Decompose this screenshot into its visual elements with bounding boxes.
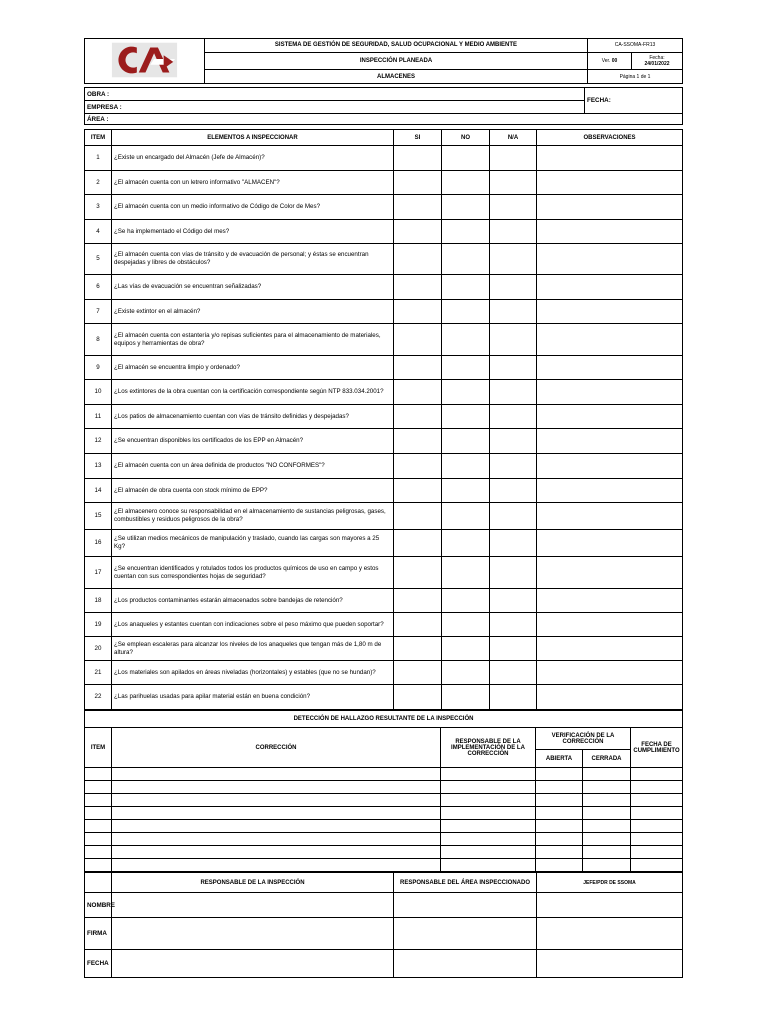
info-table — [84, 87, 683, 125]
finding-open-cell[interactable] — [536, 846, 583, 859]
item-number: 8 — [85, 324, 112, 356]
page-number: Página 1 de 1 — [588, 70, 683, 84]
system-title: SISTEMA DE GESTIÓN DE SEGURIDAD, SALUD OCUPACIONAL Y MEDIO AMBIENTE — [205, 39, 588, 53]
company-logo — [85, 39, 205, 84]
finding-date-cell[interactable] — [631, 768, 683, 781]
answer-no-cell[interactable] — [442, 405, 490, 429]
finding-closed-cell[interactable] — [583, 781, 631, 794]
observation-cell[interactable] — [537, 685, 683, 710]
form-subtitle: ALMACENES — [205, 70, 588, 84]
answer-na-cell[interactable] — [490, 589, 537, 613]
item-number: 20 — [85, 637, 112, 661]
checklist-row — [85, 429, 683, 454]
checklist-row — [85, 530, 683, 557]
answer-si-cell[interactable] — [394, 589, 442, 613]
answer-no-cell[interactable] — [442, 613, 490, 637]
empresa-field[interactable]: EMPRESA : — [85, 101, 585, 114]
checklist-row — [85, 503, 683, 530]
answer-na-cell[interactable] — [490, 429, 537, 454]
item-question: ¿El almacén cuenta con estantería y/o repisas suficientes para el almacenamiento de materiales, equipos y herramientas de obra? — [112, 324, 394, 356]
answer-na-cell[interactable] — [490, 637, 537, 661]
checklist-row — [85, 146, 683, 171]
item-question: ¿Se encuentran disponibles los certificados de los EPP en Almacén? — [112, 429, 394, 454]
item-question: ¿El almacén cuenta con un medio informativo de Código de Color de Mes? — [112, 195, 394, 220]
answer-no-cell[interactable] — [442, 530, 490, 557]
finding-correction-cell[interactable] — [112, 833, 441, 846]
version-label: Ver. — [601, 57, 611, 64]
sig-name-area[interactable] — [394, 893, 537, 918]
answer-si-cell[interactable] — [394, 454, 442, 479]
finding-responsible-cell[interactable] — [441, 807, 536, 820]
item-number: 7 — [85, 300, 112, 324]
checklist-row — [85, 405, 683, 429]
item-number: 3 — [85, 195, 112, 220]
checklist-row — [85, 324, 683, 356]
finding-row — [85, 781, 683, 794]
item-question: ¿El almacén cuenta con vías de tránsito y de evacuación de personal; y éstas se encuentran despejadas y libres de obstáculos? — [112, 244, 394, 275]
finding-item-cell[interactable] — [85, 781, 112, 794]
item-number: 22 — [85, 685, 112, 710]
item-question: ¿Se encuentran identificados y rotulados todos los productos químicos de uso en campo y estos cuentan con sus correspondientes hojas de seguridad? — [112, 557, 394, 589]
item-number: 10 — [85, 380, 112, 405]
answer-si-cell[interactable] — [394, 380, 442, 405]
answer-na-cell[interactable] — [490, 146, 537, 171]
item-number: 15 — [85, 503, 112, 530]
finding-date-cell[interactable] — [631, 781, 683, 794]
sig-name-label: NOMBRE — [85, 893, 112, 918]
answer-na-cell[interactable] — [490, 661, 537, 685]
checklist-row — [85, 220, 683, 244]
date-value: 24/01/2022 — [644, 60, 670, 67]
version — [588, 52, 632, 69]
answer-si-cell[interactable] — [394, 356, 442, 380]
company-logo-icon — [87, 41, 202, 79]
observation-cell[interactable] — [537, 244, 683, 275]
answer-si-cell[interactable] — [394, 661, 442, 685]
answer-na-cell[interactable] — [490, 405, 537, 429]
finding-row — [85, 846, 683, 859]
observation-cell[interactable] — [537, 637, 683, 661]
answer-si-cell[interactable] — [394, 557, 442, 589]
answer-no-cell[interactable] — [442, 454, 490, 479]
finding-open-cell[interactable] — [536, 807, 583, 820]
finding-correction-cell[interactable] — [112, 820, 441, 833]
finding-correction-cell[interactable] — [112, 859, 441, 872]
version-value: 00 — [611, 57, 618, 64]
answer-no-cell[interactable] — [442, 356, 490, 380]
answer-si-cell[interactable] — [394, 324, 442, 356]
item-number: 18 — [85, 589, 112, 613]
answer-no-cell[interactable] — [442, 503, 490, 530]
sig-blank — [85, 873, 112, 893]
answer-si-cell[interactable] — [394, 244, 442, 275]
finding-closed-cell[interactable] — [583, 768, 631, 781]
finding-closed-cell[interactable] — [583, 807, 631, 820]
item-question: ¿Los materiales son apilados en áreas niveladas (horizontales) y estables (que no se hundan)? — [112, 661, 394, 685]
finding-date-cell[interactable] — [631, 846, 683, 859]
finding-date-cell[interactable] — [631, 807, 683, 820]
observation-cell[interactable] — [537, 380, 683, 405]
observation-cell[interactable] — [537, 220, 683, 244]
sig-firma-inspection[interactable] — [112, 918, 394, 950]
item-question: ¿Las parihuelas usadas para apilar material están en buena condición? — [112, 685, 394, 710]
sig-area-resp: RESPONSABLE DEL ÁREA INSPECCIONADO — [394, 873, 537, 893]
answer-si-cell[interactable] — [394, 146, 442, 171]
checklist-row — [85, 661, 683, 685]
finding-responsible-cell[interactable] — [441, 781, 536, 794]
answer-si-cell[interactable] — [394, 613, 442, 637]
col-no: NO — [442, 130, 490, 146]
item-number: 5 — [85, 244, 112, 275]
observation-cell[interactable] — [537, 479, 683, 503]
item-question: ¿Existe extintor en el almacén? — [112, 300, 394, 324]
finding-responsible-cell[interactable] — [441, 794, 536, 807]
answer-si-cell[interactable] — [394, 503, 442, 530]
finding-row — [85, 807, 683, 820]
checklist-row — [85, 589, 683, 613]
answer-no-cell[interactable] — [442, 146, 490, 171]
sig-name-ssoma[interactable] — [537, 893, 683, 918]
checklist-row — [85, 454, 683, 479]
checklist-rows — [85, 146, 683, 710]
item-question: ¿Los anaqueles y estantes cuentan con indicaciones sobre el peso máximo que pueden soportar? — [112, 613, 394, 637]
answer-na-cell[interactable] — [490, 171, 537, 195]
findings-col-date: FECHA DE CUMPLIMIENTO — [631, 728, 683, 768]
col-item: ITEM — [85, 130, 112, 146]
answer-no-cell[interactable] — [442, 589, 490, 613]
finding-date-cell[interactable] — [631, 794, 683, 807]
finding-responsible-cell[interactable] — [441, 846, 536, 859]
checklist-row — [85, 557, 683, 589]
item-number: 11 — [85, 405, 112, 429]
finding-open-cell[interactable] — [536, 768, 583, 781]
finding-item-cell[interactable] — [85, 820, 112, 833]
answer-na-cell[interactable] — [490, 324, 537, 356]
doc-date — [632, 52, 683, 69]
finding-open-cell[interactable] — [536, 833, 583, 846]
item-question: ¿Se ha implementado el Código del mes? — [112, 220, 394, 244]
answer-si-cell[interactable] — [394, 275, 442, 300]
finding-responsible-cell[interactable] — [441, 768, 536, 781]
observation-cell[interactable] — [537, 356, 683, 380]
answer-no-cell[interactable] — [442, 220, 490, 244]
item-number: 16 — [85, 530, 112, 557]
observation-cell[interactable] — [537, 557, 683, 589]
finding-correction-cell[interactable] — [112, 781, 441, 794]
answer-na-cell[interactable] — [490, 685, 537, 710]
item-question: ¿El almacén de obra cuenta con stock mínimo de EPP? — [112, 479, 394, 503]
finding-responsible-cell[interactable] — [441, 859, 536, 872]
answer-na-cell[interactable] — [490, 275, 537, 300]
observation-cell[interactable] — [537, 589, 683, 613]
col-na: N/A — [490, 130, 537, 146]
checklist-row — [85, 300, 683, 324]
checklist-row — [85, 244, 683, 275]
item-question: ¿Existe un encargado del Almacén (Jefe de Almacén)? — [112, 146, 394, 171]
area-field[interactable]: ÁREA : — [85, 114, 683, 125]
obra-field[interactable]: OBRA : — [85, 88, 585, 101]
observation-cell[interactable] — [537, 613, 683, 637]
answer-si-cell[interactable] — [394, 220, 442, 244]
finding-item-cell[interactable] — [85, 768, 112, 781]
item-question: ¿Se utilizan medios mecánicos de manipulación y traslado, cuando las cargas son mayores a 25 Kg? — [112, 530, 394, 557]
sig-fecha-inspection[interactable] — [112, 950, 394, 978]
checklist-row — [85, 685, 683, 710]
checklist-row — [85, 171, 683, 195]
finding-item-cell[interactable] — [85, 846, 112, 859]
signatures-table — [84, 872, 683, 978]
answer-na-cell[interactable] — [490, 479, 537, 503]
observation-cell[interactable] — [537, 405, 683, 429]
finding-closed-cell[interactable] — [583, 859, 631, 872]
item-number: 14 — [85, 479, 112, 503]
answer-na-cell[interactable] — [490, 244, 537, 275]
sig-firma-area[interactable] — [394, 918, 537, 950]
answer-si-cell[interactable] — [394, 637, 442, 661]
answer-na-cell[interactable] — [490, 356, 537, 380]
observation-cell[interactable] — [537, 275, 683, 300]
finding-row — [85, 794, 683, 807]
sig-fecha-area[interactable] — [394, 950, 537, 978]
item-number: 2 — [85, 171, 112, 195]
answer-na-cell[interactable] — [490, 195, 537, 220]
sig-inspection-resp: RESPONSABLE DE LA INSPECCIÓN — [112, 873, 394, 893]
sig-firma-label: FIRMA — [85, 918, 112, 950]
answer-si-cell[interactable] — [394, 530, 442, 557]
finding-row — [85, 820, 683, 833]
observation-cell[interactable] — [537, 429, 683, 454]
finding-row — [85, 833, 683, 846]
findings-table — [84, 710, 683, 872]
answer-no-cell[interactable] — [442, 637, 490, 661]
findings-col-responsible: RESPONSABLE DE LA IMPLEMENTACIÓN DE LA CORRECCIÓN — [441, 728, 536, 768]
sig-fecha-label: FECHA — [85, 950, 112, 978]
form-title: INSPECCIÓN PLANEADA — [205, 52, 588, 69]
answer-na-cell[interactable] — [490, 454, 537, 479]
answer-na-cell[interactable] — [490, 380, 537, 405]
finding-item-cell[interactable] — [85, 833, 112, 846]
answer-si-cell[interactable] — [394, 685, 442, 710]
answer-no-cell[interactable] — [442, 275, 490, 300]
answer-na-cell[interactable] — [490, 300, 537, 324]
item-number: 9 — [85, 356, 112, 380]
sig-name-inspection[interactable] — [112, 893, 394, 918]
item-question: ¿El almacenero conoce su responsabilidad en el almacenamiento de sustancias peligrosas, gases, combustibles y residuos peligrosos de la obra? — [112, 503, 394, 530]
findings-col-open: ABIERTA — [536, 750, 583, 768]
answer-no-cell[interactable] — [442, 429, 490, 454]
observation-cell[interactable] — [537, 530, 683, 557]
answer-no-cell[interactable] — [442, 244, 490, 275]
findings-col-correction: CORRECCIÓN — [112, 728, 441, 768]
observation-cell[interactable] — [537, 171, 683, 195]
answer-no-cell[interactable] — [442, 557, 490, 589]
finding-closed-cell[interactable] — [583, 846, 631, 859]
item-question: ¿El almacén cuenta con un área definida de productos "NO CONFORMES"? — [112, 454, 394, 479]
finding-date-cell[interactable] — [631, 833, 683, 846]
finding-item-cell[interactable] — [85, 859, 112, 872]
item-question: ¿Los patios de almacenamiento cuentan con vías de tránsito definidas y despejadas? — [112, 405, 394, 429]
answer-na-cell[interactable] — [490, 220, 537, 244]
checklist-table — [84, 129, 683, 710]
answer-no-cell[interactable] — [442, 380, 490, 405]
answer-na-cell[interactable] — [490, 503, 537, 530]
checklist-row — [85, 613, 683, 637]
inspection-form — [84, 38, 682, 978]
checklist-row — [85, 637, 683, 661]
findings-title: DETECCIÓN DE HALLAZGO RESULTANTE DE LA INSPECCIÓN — [85, 711, 683, 728]
doc-code: CA-SSOMA-FR13 — [588, 39, 683, 53]
item-number: 4 — [85, 220, 112, 244]
finding-open-cell[interactable] — [536, 859, 583, 872]
answer-no-cell[interactable] — [442, 300, 490, 324]
finding-correction-cell[interactable] — [112, 846, 441, 859]
finding-row — [85, 768, 683, 781]
item-question: ¿El almacén se encuentra limpio y ordenado? — [112, 356, 394, 380]
finding-date-cell[interactable] — [631, 859, 683, 872]
item-number: 13 — [85, 454, 112, 479]
observation-cell[interactable] — [537, 503, 683, 530]
finding-open-cell[interactable] — [536, 781, 583, 794]
findings-rows — [85, 768, 683, 872]
answer-no-cell[interactable] — [442, 171, 490, 195]
col-elements: ELEMENTOS A INSPECCIONAR — [112, 130, 394, 146]
findings-col-item: ITEM — [85, 728, 112, 768]
item-number: 19 — [85, 613, 112, 637]
answer-na-cell[interactable] — [490, 613, 537, 637]
answer-na-cell[interactable] — [490, 530, 537, 557]
item-question: ¿El almacén cuenta con un letrero informativo "ALMACEN"? — [112, 171, 394, 195]
finding-open-cell[interactable] — [536, 820, 583, 833]
sig-fecha-ssoma[interactable] — [537, 950, 683, 978]
item-number: 21 — [85, 661, 112, 685]
item-number: 6 — [85, 275, 112, 300]
answer-no-cell[interactable] — [442, 195, 490, 220]
col-si: SI — [394, 130, 442, 146]
checklist-row — [85, 195, 683, 220]
finding-correction-cell[interactable] — [112, 768, 441, 781]
checklist-row — [85, 479, 683, 503]
answer-na-cell[interactable] — [490, 557, 537, 589]
answer-si-cell[interactable] — [394, 479, 442, 503]
finding-responsible-cell[interactable] — [441, 833, 536, 846]
finding-row — [85, 859, 683, 872]
answer-si-cell[interactable] — [394, 405, 442, 429]
item-number: 1 — [85, 146, 112, 171]
item-question: ¿Se emplean escaleras para alcanzar los niveles de los anaqueles que tengan más de 1,80 m de altura? — [112, 637, 394, 661]
finding-date-cell[interactable] — [631, 820, 683, 833]
answer-si-cell[interactable] — [394, 171, 442, 195]
item-number: 12 — [85, 429, 112, 454]
item-question: ¿Los extintores de la obra cuentan con la certificación correspondiente según NTP 833.034.2001? — [112, 380, 394, 405]
sig-ssoma: JEFE/PDR DE SSOMA — [537, 873, 683, 893]
finding-closed-cell[interactable] — [583, 794, 631, 807]
finding-open-cell[interactable] — [536, 794, 583, 807]
item-number: 17 — [85, 557, 112, 589]
answer-no-cell[interactable] — [442, 661, 490, 685]
fecha-field[interactable]: FECHA: — [585, 88, 683, 114]
answer-no-cell[interactable] — [442, 324, 490, 356]
answer-no-cell[interactable] — [442, 685, 490, 710]
observation-cell[interactable] — [537, 195, 683, 220]
findings-col-closed: CERRADA — [583, 750, 631, 768]
checklist-row — [85, 380, 683, 405]
observation-cell[interactable] — [537, 146, 683, 171]
finding-item-cell[interactable] — [85, 807, 112, 820]
findings-col-verification: VERIFICACIÓN DE LA CORRECCIÓN — [536, 728, 631, 750]
sig-firma-ssoma[interactable] — [537, 918, 683, 950]
observation-cell[interactable] — [537, 324, 683, 356]
date-label: Fecha: — [649, 54, 665, 61]
col-obs: OBSERVACIONES — [537, 130, 683, 146]
item-question: ¿Los productos contaminantes estarán almacenados sobre bandejas de retención? — [112, 589, 394, 613]
finding-responsible-cell[interactable] — [441, 820, 536, 833]
finding-closed-cell[interactable] — [583, 820, 631, 833]
answer-si-cell[interactable] — [394, 195, 442, 220]
observation-cell[interactable] — [537, 300, 683, 324]
checklist-row — [85, 275, 683, 300]
observation-cell[interactable] — [537, 661, 683, 685]
finding-correction-cell[interactable] — [112, 807, 441, 820]
answer-si-cell[interactable] — [394, 429, 442, 454]
item-question: ¿Las vías de evacuación se encuentran señalizadas? — [112, 275, 394, 300]
finding-closed-cell[interactable] — [583, 833, 631, 846]
answer-no-cell[interactable] — [442, 479, 490, 503]
header-table — [84, 38, 683, 84]
observation-cell[interactable] — [537, 454, 683, 479]
finding-item-cell[interactable] — [85, 794, 112, 807]
answer-si-cell[interactable] — [394, 300, 442, 324]
finding-correction-cell[interactable] — [112, 794, 441, 807]
checklist-row — [85, 356, 683, 380]
